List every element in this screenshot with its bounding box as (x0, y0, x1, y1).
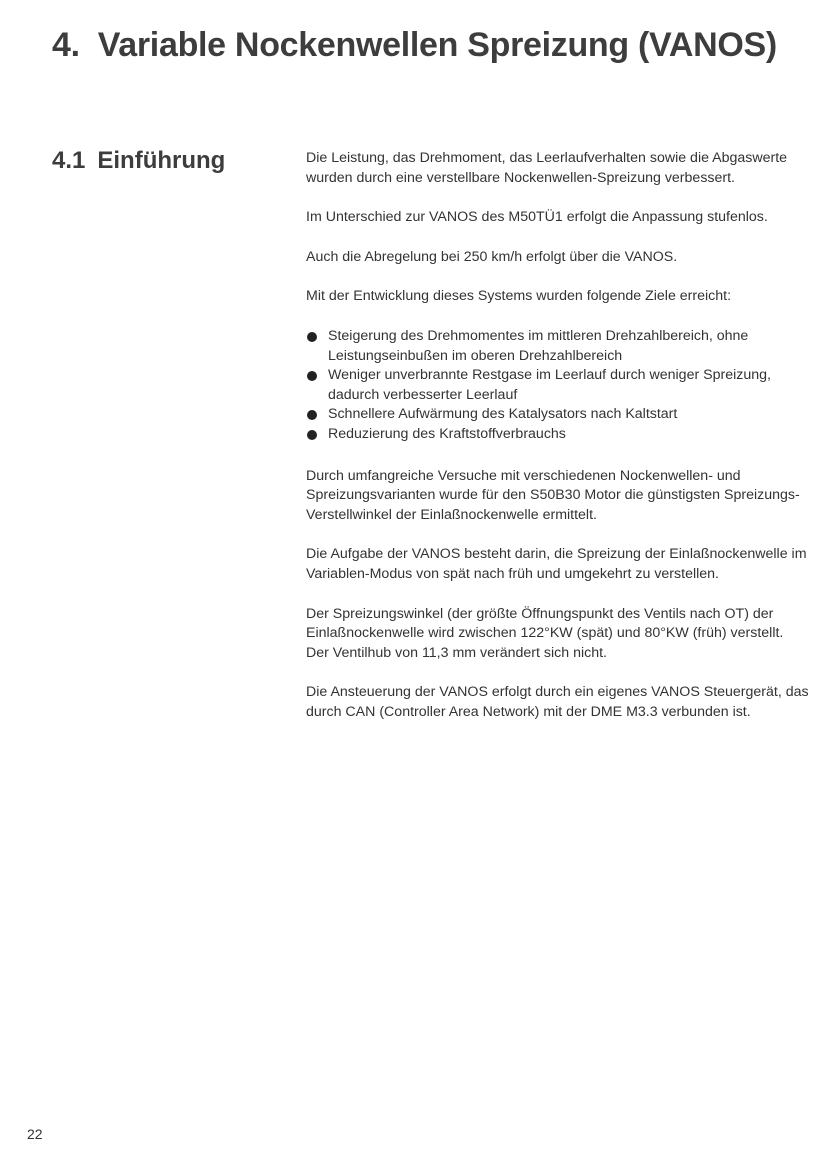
bullet-icon (307, 332, 317, 342)
paragraph: Auch die Abregelung bei 250 km/h erfolgt über die VANOS. (306, 248, 678, 265)
list-item (306, 327, 810, 366)
bullet-icon (307, 371, 317, 381)
list-item-text: Reduzierung des Kraftstoffverbrauchs (328, 425, 566, 442)
page-number: 22 (27, 1126, 43, 1142)
section-title (52, 147, 225, 175)
paragraph: Die Aufgabe der VANOS besteht darin, die Spreizung der Einlaßnockenwelle im Variablen-Modus von spät nach früh und umgekehrt zu verstellen. (306, 546, 807, 582)
list-item-text: Schnellere Aufwärmung des Katalysators nach Kaltstart (328, 406, 678, 423)
goals-list (306, 327, 810, 445)
section-title-text: Einführung (97, 147, 226, 174)
list-item (306, 405, 810, 425)
chapter-title-text: Variable Nockenwellen Spreizung (VANOS) (97, 26, 777, 64)
list-item (306, 366, 810, 405)
chapter-title (52, 26, 777, 65)
body-text (306, 149, 810, 742)
paragraph: Im Unterschied zur VANOS des M50TÜ1 erfolgt die Anpassung stufenlos. (306, 209, 768, 226)
list-item-text: Weniger unverbrannte Restgase im Leerlauf durch weniger Spreizung, dadurch verbesserter Leerlauf (328, 367, 771, 403)
list-item-text: Steigerung des Drehmomentes im mittleren Drehzahlbereich, ohne Leistungseinbußen im oberen Drehzahlbereich (328, 327, 749, 364)
chapter-number: 4. (52, 26, 80, 64)
paragraph: Durch umfangreiche Versuche mit verschiedenen Nockenwellen- und Spreizungsvarianten wurde für den S50B30 Motor die günstigsten Spreizungs-Verstellwinkel der Einlaßnockenwelle ermittelt. (306, 467, 800, 523)
paragraph: Die Leistung, das Drehmoment, das Leerlaufverhalten sowie die Abgaswerte wurden durch eine verstellbare Nockenwellen-Spreizung verbessert. (306, 150, 788, 186)
bullet-icon (307, 430, 317, 440)
paragraph: Der Spreizungswinkel (der größte Öffnungspunkt des Ventils nach OT) der Einlaßnockenwelle wird zwischen 122°KW (spät) und 80°KW (früh) verstellt. Der Ventilhub von 11,3 mm verändert sich nicht. (306, 605, 784, 661)
bullet-icon (307, 410, 317, 420)
paragraph: Mit der Entwicklung dieses Systems wurden folgende Ziele erreicht: (306, 288, 732, 305)
section-number: 4.1 (52, 147, 86, 174)
paragraph: Die Ansteuerung der VANOS erfolgt durch ein eigenes VANOS Steuergerät, das durch CAN (Controller Area Network) mit der DME M3.3 verbunden ist. (306, 684, 809, 720)
list-item (306, 425, 810, 445)
